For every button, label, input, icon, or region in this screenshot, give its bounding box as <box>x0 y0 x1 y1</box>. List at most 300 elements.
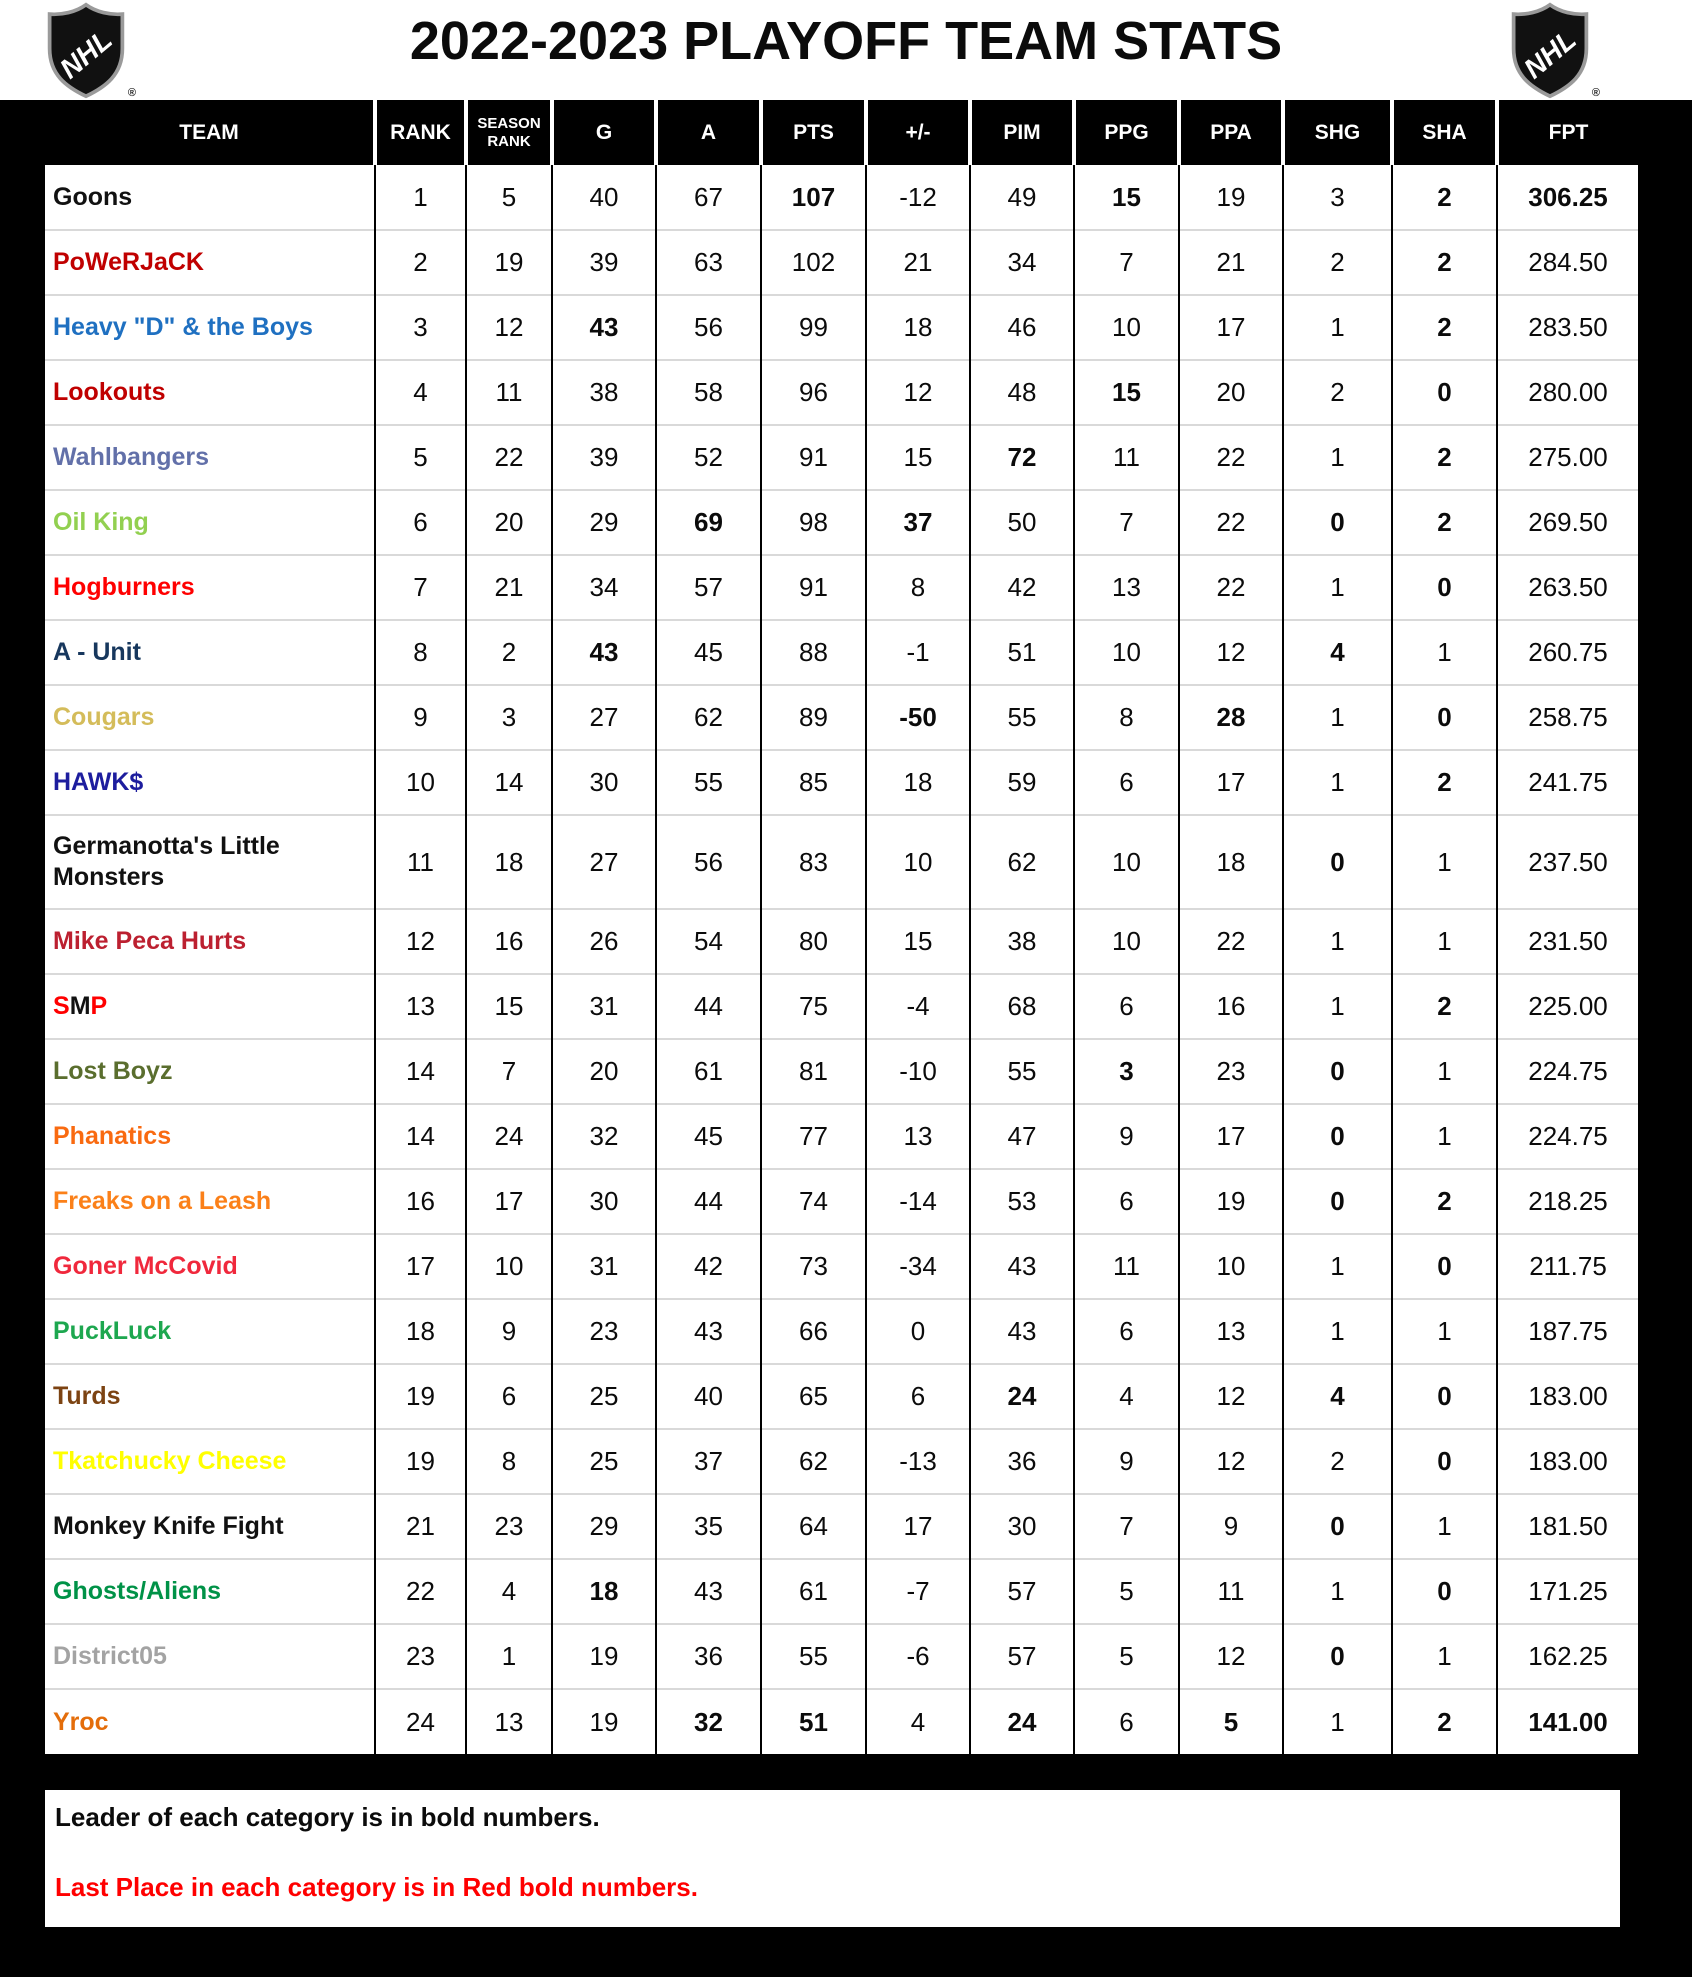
stat-cell: 0 <box>1283 1624 1392 1689</box>
stat-cell: -14 <box>866 1169 970 1234</box>
team-name-cell: HAWK$ <box>45 750 375 815</box>
stat-cell: 12 <box>466 295 552 360</box>
team-name-cell: Yroc <box>45 1689 375 1754</box>
stat-cell: 32 <box>552 1104 656 1169</box>
team-name-cell <box>45 974 375 1039</box>
table-row <box>45 750 1638 815</box>
team-name-cell: Oil King <box>45 490 375 555</box>
legend-footer <box>45 1790 1620 1927</box>
column-header-rank: RANK <box>375 100 466 165</box>
stat-cell: 9 <box>1179 1494 1283 1559</box>
stat-cell: 38 <box>970 909 1074 974</box>
nhl-logo-text: NHL <box>53 23 118 85</box>
stat-cell: -7 <box>866 1559 970 1624</box>
stat-cell: 18 <box>866 295 970 360</box>
column-header-team: TEAM <box>45 100 375 165</box>
stat-cell: 4 <box>1283 620 1392 685</box>
stat-cell: 55 <box>761 1624 866 1689</box>
stat-cell: 18 <box>466 815 552 909</box>
stat-cell: 7 <box>466 1039 552 1104</box>
stat-cell: 65 <box>761 1364 866 1429</box>
stat-cell: 19 <box>375 1364 466 1429</box>
stat-cell: 17 <box>1179 750 1283 815</box>
stat-cell: 55 <box>970 1039 1074 1104</box>
stat-cell: 40 <box>552 165 656 230</box>
team-name-cell: Tkatchucky Cheese <box>45 1429 375 1494</box>
stat-cell: 23 <box>552 1299 656 1364</box>
stat-cell: 45 <box>656 620 761 685</box>
stat-cell: 81 <box>761 1039 866 1104</box>
stat-cell: 22 <box>1179 555 1283 620</box>
stat-cell: 23 <box>375 1624 466 1689</box>
nhl-shield-icon <box>1504 2 1596 99</box>
stat-cell: 28 <box>1179 685 1283 750</box>
page-title: 2022-2023 PLAYOFF TEAM STATS <box>409 11 1283 71</box>
stat-cell: 231.50 <box>1497 909 1638 974</box>
stat-cell: 19 <box>1179 1169 1283 1234</box>
stat-cell: 23 <box>1179 1039 1283 1104</box>
stat-cell: 10 <box>466 1234 552 1299</box>
stat-cell: 12 <box>1179 620 1283 685</box>
stat-cell: 72 <box>970 425 1074 490</box>
stat-cell: 15 <box>466 974 552 1039</box>
stat-cell: 1 <box>1283 685 1392 750</box>
stat-cell: 30 <box>552 750 656 815</box>
stat-cell: 2 <box>1392 974 1497 1039</box>
stat-cell: 21 <box>375 1494 466 1559</box>
stat-cell: 44 <box>656 974 761 1039</box>
stat-cell: 0 <box>1283 1039 1392 1104</box>
stat-cell: 5 <box>466 165 552 230</box>
stat-cell: 57 <box>970 1559 1074 1624</box>
stat-cell: 4 <box>1074 1364 1179 1429</box>
stat-cell: 21 <box>466 555 552 620</box>
stat-cell: 6 <box>1074 974 1179 1039</box>
stat-cell: 1 <box>1392 909 1497 974</box>
column-header-pim: PIM <box>970 100 1074 165</box>
stat-cell: 2 <box>1283 1429 1392 1494</box>
stat-cell: 237.50 <box>1497 815 1638 909</box>
stat-cell: 6 <box>866 1364 970 1429</box>
stat-cell: 44 <box>656 1169 761 1234</box>
stat-cell: 17 <box>866 1494 970 1559</box>
team-name-cell: Hogburners <box>45 555 375 620</box>
stat-cell: 14 <box>466 750 552 815</box>
stat-cell: 306.25 <box>1497 165 1638 230</box>
stat-cell: 2 <box>1283 230 1392 295</box>
stat-cell: 10 <box>866 815 970 909</box>
stat-cell: 24 <box>466 1104 552 1169</box>
stat-cell: -6 <box>866 1624 970 1689</box>
stat-cell: 91 <box>761 555 866 620</box>
stat-cell: 23 <box>466 1494 552 1559</box>
stat-cell: -4 <box>866 974 970 1039</box>
team-name-cell: Turds <box>45 1364 375 1429</box>
stat-cell: 17 <box>1179 295 1283 360</box>
stat-cell: 37 <box>656 1429 761 1494</box>
stat-cell: 224.75 <box>1497 1039 1638 1104</box>
header-row <box>45 100 1638 165</box>
team-name-cell: Heavy "D" & the Boys <box>45 295 375 360</box>
stat-cell: 74 <box>761 1169 866 1234</box>
stat-cell: 9 <box>1074 1104 1179 1169</box>
team-name-cell: PuckLuck <box>45 1299 375 1364</box>
stat-cell: -34 <box>866 1234 970 1299</box>
stat-cell: 85 <box>761 750 866 815</box>
column-header-season-rank: SEASON RANK <box>466 100 552 165</box>
stat-cell: 11 <box>375 815 466 909</box>
stat-cell: 16 <box>1179 974 1283 1039</box>
stat-cell: 263.50 <box>1497 555 1638 620</box>
stat-cell: 3 <box>1074 1039 1179 1104</box>
stat-cell: 1 <box>1283 425 1392 490</box>
stats-table-container <box>45 100 1638 1754</box>
stat-cell: 80 <box>761 909 866 974</box>
stat-cell: 183.00 <box>1497 1429 1638 1494</box>
stat-cell: 35 <box>656 1494 761 1559</box>
table-row <box>45 425 1638 490</box>
stat-cell: 2 <box>1392 165 1497 230</box>
team-name-cell: PoWeRJaCK <box>45 230 375 295</box>
stat-cell: 31 <box>552 1234 656 1299</box>
table-row <box>45 815 1638 909</box>
table-row <box>45 1364 1638 1429</box>
legend-red-note: Last Place in each category is in Red bold numbers. <box>55 1872 698 1902</box>
stat-cell: 2 <box>1392 295 1497 360</box>
stat-cell: 43 <box>970 1299 1074 1364</box>
stat-cell: 40 <box>656 1364 761 1429</box>
stat-cell: 0 <box>1392 555 1497 620</box>
stat-cell: 29 <box>552 490 656 555</box>
team-name-letter: M <box>69 992 91 1020</box>
stat-cell: 5 <box>1179 1689 1283 1754</box>
team-name-cell: Wahlbangers <box>45 425 375 490</box>
table-row <box>45 1299 1638 1364</box>
stat-cell: 187.75 <box>1497 1299 1638 1364</box>
stat-cell: 7 <box>375 555 466 620</box>
stat-cell: 8 <box>866 555 970 620</box>
stat-cell: 20 <box>552 1039 656 1104</box>
stat-cell: 54 <box>656 909 761 974</box>
stat-cell: 0 <box>1283 490 1392 555</box>
stat-cell: 1 <box>1283 974 1392 1039</box>
stat-cell: 43 <box>656 1299 761 1364</box>
stat-cell: 13 <box>375 974 466 1039</box>
stat-cell: 42 <box>970 555 1074 620</box>
stat-cell: 34 <box>552 555 656 620</box>
column-header-a: A <box>656 100 761 165</box>
stat-cell: 7 <box>1074 230 1179 295</box>
stat-cell: 0 <box>1392 1364 1497 1429</box>
stat-cell: 0 <box>1392 1429 1497 1494</box>
stat-cell: 7 <box>1074 490 1179 555</box>
stat-cell: 0 <box>1283 1104 1392 1169</box>
table-row <box>45 1039 1638 1104</box>
stat-cell: 181.50 <box>1497 1494 1638 1559</box>
stat-cell: -1 <box>866 620 970 685</box>
stat-cell: 12 <box>375 909 466 974</box>
team-name-cell: Mike Peca Hurts <box>45 909 375 974</box>
stat-cell: 75 <box>761 974 866 1039</box>
stat-cell: 56 <box>656 295 761 360</box>
stat-cell: 6 <box>466 1364 552 1429</box>
stat-cell: 20 <box>1179 360 1283 425</box>
stat-cell: 211.75 <box>1497 1234 1638 1299</box>
stat-cell: 14 <box>375 1039 466 1104</box>
stat-cell: 6 <box>1074 750 1179 815</box>
team-name-letter: S <box>53 992 70 1020</box>
registered-trademark: ® <box>1591 87 1600 99</box>
stat-cell: 62 <box>970 815 1074 909</box>
team-name-cell: Cougars <box>45 685 375 750</box>
stat-cell: 284.50 <box>1497 230 1638 295</box>
stat-cell: 9 <box>466 1299 552 1364</box>
stat-cell: 3 <box>466 685 552 750</box>
stat-cell: 67 <box>656 165 761 230</box>
stat-cell: 42 <box>656 1234 761 1299</box>
stat-cell: 83 <box>761 815 866 909</box>
table-row <box>45 1234 1638 1299</box>
stat-cell: 52 <box>656 425 761 490</box>
table-row <box>45 230 1638 295</box>
stat-cell: 9 <box>375 685 466 750</box>
stat-cell: 57 <box>656 555 761 620</box>
stat-cell: 61 <box>761 1559 866 1624</box>
stat-cell: 63 <box>656 230 761 295</box>
stat-cell: 283.50 <box>1497 295 1638 360</box>
stat-cell: 59 <box>970 750 1074 815</box>
stat-cell: 13 <box>866 1104 970 1169</box>
stat-cell: 6 <box>375 490 466 555</box>
stat-cell: 107 <box>761 165 866 230</box>
stat-cell: 15 <box>1074 360 1179 425</box>
stat-cell: 32 <box>656 1689 761 1754</box>
stat-cell: 50 <box>970 490 1074 555</box>
stat-cell: 21 <box>1179 230 1283 295</box>
stat-cell: 43 <box>552 295 656 360</box>
stat-cell: 1 <box>1283 1299 1392 1364</box>
stat-cell: 98 <box>761 490 866 555</box>
stat-cell: 55 <box>970 685 1074 750</box>
stat-cell: 4 <box>466 1559 552 1624</box>
stat-cell: 9 <box>1074 1429 1179 1494</box>
stat-cell: 2 <box>1392 490 1497 555</box>
stat-cell: 241.75 <box>1497 750 1638 815</box>
table-row <box>45 1429 1638 1494</box>
stat-cell: 162.25 <box>1497 1624 1638 1689</box>
stat-cell: 18 <box>1179 815 1283 909</box>
stat-cell: 17 <box>1179 1104 1283 1169</box>
stat-cell: 269.50 <box>1497 490 1638 555</box>
column-header-shg: SHG <box>1283 100 1392 165</box>
stat-cell: 14 <box>375 1104 466 1169</box>
stat-cell: 2 <box>1392 1689 1497 1754</box>
stat-cell: 31 <box>552 974 656 1039</box>
stat-cell: 62 <box>656 685 761 750</box>
stat-cell: 5 <box>1074 1559 1179 1624</box>
stat-cell: 11 <box>1179 1559 1283 1624</box>
table-row <box>45 974 1638 1039</box>
stat-cell: 30 <box>552 1169 656 1234</box>
stat-cell: 1 <box>1283 1559 1392 1624</box>
stat-cell: 24 <box>970 1689 1074 1754</box>
table-row <box>45 1104 1638 1169</box>
stat-cell: 73 <box>761 1234 866 1299</box>
stat-cell: 1 <box>1392 1039 1497 1104</box>
stat-cell: 56 <box>656 815 761 909</box>
stat-cell: 62 <box>761 1429 866 1494</box>
stat-cell: 1 <box>466 1624 552 1689</box>
column-header-pts: PTS <box>761 100 866 165</box>
stat-cell: 88 <box>761 620 866 685</box>
stat-cell: 141.00 <box>1497 1689 1638 1754</box>
stat-cell: 224.75 <box>1497 1104 1638 1169</box>
stat-cell: 48 <box>970 360 1074 425</box>
stat-cell: 57 <box>970 1624 1074 1689</box>
stat-cell: 22 <box>1179 425 1283 490</box>
stat-cell: 30 <box>970 1494 1074 1559</box>
stat-cell: 11 <box>1074 1234 1179 1299</box>
title-banner <box>0 0 1692 100</box>
stat-cell: 24 <box>970 1364 1074 1429</box>
team-name-cell: Lost Boyz <box>45 1039 375 1104</box>
stat-cell: 183.00 <box>1497 1364 1638 1429</box>
stat-cell: 1 <box>1283 750 1392 815</box>
stat-cell: 0 <box>1392 685 1497 750</box>
team-name-cell: Lookouts <box>45 360 375 425</box>
column-header-g: G <box>552 100 656 165</box>
stat-cell: 61 <box>656 1039 761 1104</box>
stat-cell: 6 <box>1074 1689 1179 1754</box>
team-name-cell: Goons <box>53 182 133 211</box>
stat-cell: 39 <box>552 425 656 490</box>
stat-cell: 43 <box>656 1559 761 1624</box>
column-header-sha: SHA <box>1392 100 1497 165</box>
stat-cell: 43 <box>970 1234 1074 1299</box>
stat-cell: -10 <box>866 1039 970 1104</box>
stat-cell: 1 <box>1392 815 1497 909</box>
stat-cell: 18 <box>866 750 970 815</box>
table-row <box>45 1689 1638 1754</box>
stat-cell: 15 <box>1074 165 1179 230</box>
stat-cell: 3 <box>375 295 466 360</box>
stats-table <box>45 100 1638 1754</box>
stat-cell: 16 <box>375 1169 466 1234</box>
stat-cell: 5 <box>1074 1624 1179 1689</box>
stat-cell: 45 <box>656 1104 761 1169</box>
stat-cell: 0 <box>1283 1494 1392 1559</box>
stat-cell: 19 <box>552 1624 656 1689</box>
stat-cell: 10 <box>1074 909 1179 974</box>
stat-cell: 8 <box>466 1429 552 1494</box>
table-row <box>45 555 1638 620</box>
stat-cell: 2 <box>1392 425 1497 490</box>
stat-cell: 19 <box>375 1429 466 1494</box>
stat-cell: 8 <box>1074 685 1179 750</box>
stat-cell: 19 <box>1179 165 1283 230</box>
stat-cell: 0 <box>1283 1169 1392 1234</box>
stat-cell: 21 <box>866 230 970 295</box>
stat-cell: 10 <box>1074 295 1179 360</box>
stat-cell: 7 <box>1074 1494 1179 1559</box>
table-row <box>45 165 1638 230</box>
stat-cell: 1 <box>375 165 466 230</box>
stat-cell: 4 <box>375 360 466 425</box>
stat-cell: 22 <box>466 425 552 490</box>
stat-cell: 4 <box>1283 1364 1392 1429</box>
stat-cell: 2 <box>375 230 466 295</box>
stat-cell: 25 <box>552 1429 656 1494</box>
stat-cell: 24 <box>375 1689 466 1754</box>
stat-cell: 2 <box>1392 750 1497 815</box>
stat-cell: 64 <box>761 1494 866 1559</box>
stat-cell: 10 <box>375 750 466 815</box>
stat-cell: 0 <box>1392 360 1497 425</box>
stat-cell: 4 <box>866 1689 970 1754</box>
stat-cell: 171.25 <box>1497 1559 1638 1624</box>
stat-cell: 53 <box>970 1169 1074 1234</box>
stat-cell: 66 <box>761 1299 866 1364</box>
stat-cell: 49 <box>970 165 1074 230</box>
stat-cell: 17 <box>375 1234 466 1299</box>
stat-cell: 260.75 <box>1497 620 1638 685</box>
stat-cell: 13 <box>466 1689 552 1754</box>
stat-cell: 275.00 <box>1497 425 1638 490</box>
stat-cell: 6 <box>1074 1299 1179 1364</box>
stat-cell: 258.75 <box>1497 685 1638 750</box>
stat-cell: 1 <box>1392 620 1497 685</box>
table-row <box>45 620 1638 685</box>
table-row <box>45 1559 1638 1624</box>
stat-cell: 20 <box>466 490 552 555</box>
stat-cell: 2 <box>1392 1169 1497 1234</box>
stat-cell: 18 <box>375 1299 466 1364</box>
team-name-cell: A - Unit <box>45 620 375 685</box>
stat-cell: 39 <box>552 230 656 295</box>
stat-cell: 27 <box>552 815 656 909</box>
team-name-cell: District05 <box>45 1624 375 1689</box>
stat-cell: 12 <box>1179 1624 1283 1689</box>
stat-cell: 10 <box>1074 620 1179 685</box>
table-row <box>45 685 1638 750</box>
stat-cell: -13 <box>866 1429 970 1494</box>
stat-cell: 2 <box>1283 360 1392 425</box>
team-name-cell: Freaks on a Leash <box>45 1169 375 1234</box>
stat-cell: 51 <box>761 1689 866 1754</box>
stat-cell: 22 <box>1179 909 1283 974</box>
stat-cell: 51 <box>970 620 1074 685</box>
stat-cell: 19 <box>466 230 552 295</box>
table-row <box>45 360 1638 425</box>
stat-cell: 11 <box>466 360 552 425</box>
stat-cell: 36 <box>656 1624 761 1689</box>
stat-cell: 99 <box>761 295 866 360</box>
team-name-cell: Germanotta's Little Monsters <box>45 815 375 909</box>
stat-cell: 68 <box>970 974 1074 1039</box>
stat-cell: 22 <box>1179 490 1283 555</box>
stat-cell: 43 <box>552 620 656 685</box>
stat-cell: 10 <box>1074 815 1179 909</box>
stat-cell: 16 <box>466 909 552 974</box>
stat-cell: 91 <box>761 425 866 490</box>
stat-cell: 12 <box>866 360 970 425</box>
stat-cell: 8 <box>375 620 466 685</box>
nhl-logo-right <box>1504 2 1600 99</box>
stat-cell: 10 <box>1179 1234 1283 1299</box>
stat-cell: 38 <box>552 360 656 425</box>
stat-cell: 77 <box>761 1104 866 1169</box>
nhl-logo-text: NHL <box>1517 23 1582 85</box>
